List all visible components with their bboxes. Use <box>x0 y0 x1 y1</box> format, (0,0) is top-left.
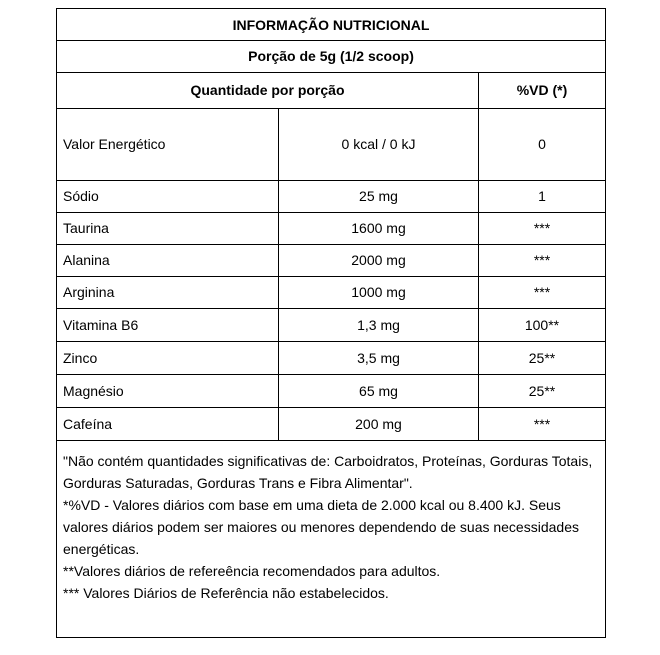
nutrient-amount: 3,5 mg <box>357 349 400 366</box>
nutrient-name: Vitamina B6 <box>63 316 139 333</box>
nutrient-name: Magnésio <box>63 382 124 399</box>
nutrient-vd: *** <box>533 220 551 236</box>
nutrient-amount: 200 mg <box>355 415 402 432</box>
footnote-not-contains: "Não contém quantidades significativas de: Carboidratos, Proteínas, Gorduras Totais, Gorduras Saturadas, Gorduras Trans e Fibra Alimentar". <box>63 453 593 491</box>
nutrient-vd: 25** <box>528 349 556 366</box>
nutrient-amount: 1,3 mg <box>357 316 400 333</box>
portion-size: Porção de 5g (1/2 scoop) <box>248 48 414 64</box>
title-row <box>57 9 605 41</box>
table-row <box>57 341 605 375</box>
nutrient-vd: *** <box>533 415 551 432</box>
table-row <box>57 308 605 342</box>
nutrient-amount: 65 mg <box>359 382 398 399</box>
nutrient-name: Taurina <box>63 220 109 236</box>
footnotes <box>57 440 605 637</box>
nutrient-amount: 1000 mg <box>351 284 406 300</box>
nutrient-name: Alanina <box>63 252 110 268</box>
table-row <box>57 407 605 441</box>
nutrition-facts-label <box>56 8 606 638</box>
nutrient-name: Arginina <box>63 284 115 300</box>
label-title: INFORMAÇÃO NUTRICIONAL <box>232 16 430 33</box>
table-row <box>57 374 605 408</box>
nutrient-vd: 0 <box>538 136 546 152</box>
portion-row <box>57 40 605 73</box>
table-row <box>57 180 605 213</box>
table-row <box>57 108 605 181</box>
nutrient-amount: 25 mg <box>359 188 398 204</box>
table-row <box>57 244 605 277</box>
footnote-vd: *%VD - Valores diários com base em uma dieta de 2.000 kcal ou 8.400 kJ. Seus valores diários podem ser maiores ou menores dependendo de suas necessidades energéticas. <box>63 497 579 557</box>
nutrient-name: Zinco <box>63 349 98 366</box>
nutrient-vd: 100** <box>524 316 560 333</box>
quantity-header: Quantidade por porção <box>190 82 345 98</box>
nutrient-name: Sódio <box>63 188 99 204</box>
table-row <box>57 212 605 245</box>
table-row <box>57 276 605 309</box>
header-row <box>57 72 605 109</box>
footnote-not-established: *** Valores Diários de Referência não estabelecidos. <box>63 585 389 601</box>
nutrient-amount: 2000 mg <box>351 252 406 268</box>
nutrient-vd: 1 <box>538 188 546 204</box>
nutrient-vd: *** <box>533 252 551 268</box>
vd-header: %VD (*) <box>516 82 568 98</box>
footnote-adults: **Valores diários de refereência recomendados para adultos. <box>63 563 441 579</box>
nutrient-vd: 25** <box>528 382 556 399</box>
nutrient-name: Cafeína <box>63 415 113 432</box>
nutrient-vd: *** <box>533 284 551 300</box>
nutrient-name: Valor Energético <box>63 136 166 152</box>
nutrient-amount: 1600 mg <box>351 220 406 236</box>
nutrient-amount: 0 kcal / 0 kJ <box>341 136 416 152</box>
